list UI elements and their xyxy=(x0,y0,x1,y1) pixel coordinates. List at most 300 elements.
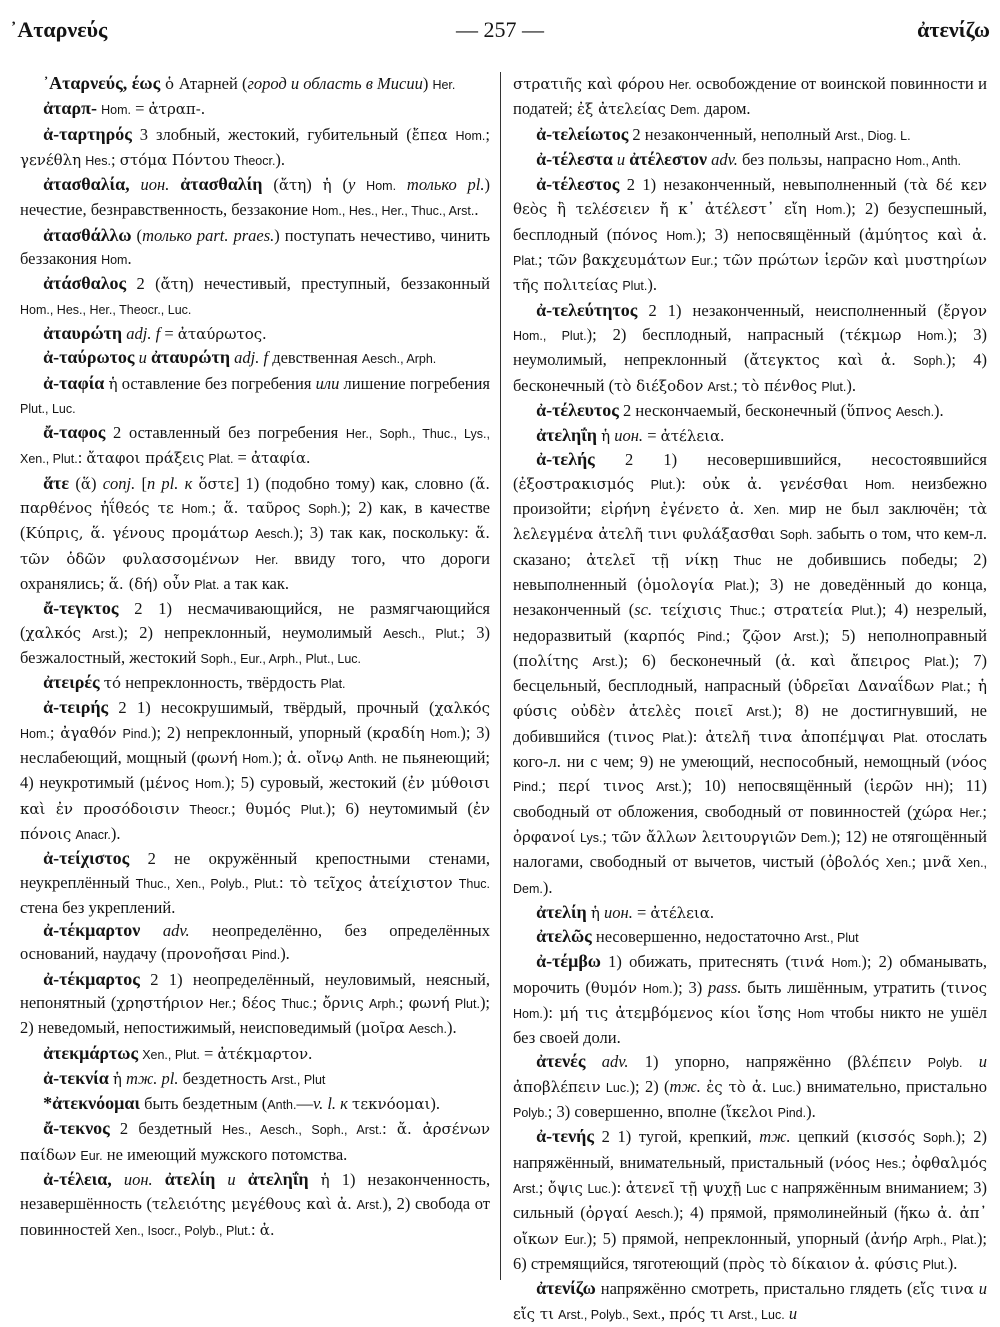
gloss-text: ); 5) суровый, жестокий ( xyxy=(224,773,408,793)
author-abbreviation: Plat. xyxy=(513,254,539,269)
greek-text: ἀγαθόν xyxy=(60,723,117,742)
gloss-text: ( xyxy=(331,175,348,195)
author-abbreviation: Anacr. xyxy=(75,827,111,842)
greek-text: τὸ τεῖχος ἀτείχιστον xyxy=(289,873,453,892)
dictionary-entry xyxy=(513,448,987,900)
gloss-text: 2 1) несовершившийся, несостоявшийся ( xyxy=(513,450,987,493)
author-abbreviation: Hom. xyxy=(20,726,50,741)
gloss-text: с напряжённым вниманием; 3) сильный ( xyxy=(513,1178,988,1223)
gloss-text xyxy=(140,921,163,940)
greek-text: χαλκός xyxy=(25,623,82,642)
author-abbreviation: Hom. xyxy=(917,328,948,343)
gloss-text: ); 2) безуспешный, бесплодный ( xyxy=(513,199,987,244)
gloss-text: освобождение от воинской повинности и податей; xyxy=(513,74,987,119)
gloss-text: = xyxy=(199,1043,218,1063)
gloss-text: = xyxy=(160,323,178,343)
gloss-text: 2 1) тугой, крепкий, xyxy=(593,1127,760,1147)
gloss-text: ; xyxy=(398,992,409,1012)
gloss-text: ); 12) не отягощённый налогами, свободный от вычетов, чистый ( xyxy=(513,826,987,872)
headword: ἀ-ταρτηρός xyxy=(43,123,132,144)
gloss-text: ); 3) неумолимый, непреклонный ( xyxy=(513,324,987,370)
greek-text: κισσός xyxy=(862,1128,916,1147)
gloss-text xyxy=(291,799,301,818)
author-abbreviation: Hom. xyxy=(831,956,862,971)
gloss-text: чтобы никто не ушёл без своей доли. xyxy=(513,1002,987,1048)
gloss-text: ) xyxy=(306,175,323,195)
gloss-text: ; xyxy=(110,149,120,169)
greek-text: τινος xyxy=(946,978,988,997)
gloss-text: 2 оставленный без погребения xyxy=(105,423,346,443)
italic-note: adv. xyxy=(711,149,738,169)
greek-text: ἱερῶν xyxy=(869,777,914,796)
author-abbreviation: Arst. xyxy=(513,1182,539,1197)
greek-text: ἐξοστρακισμός xyxy=(518,474,635,493)
gloss-text xyxy=(634,474,651,493)
greek-text: ὀργαί xyxy=(585,1204,629,1223)
author-abbreviation: Plat. xyxy=(941,680,967,695)
greek-text: ἅ xyxy=(80,474,91,493)
gloss-text: ; 3) безжалостный, жестокий xyxy=(20,622,490,667)
author-abbreviation: Xen., Plut. xyxy=(142,1047,200,1062)
author-abbreviation: Dem. xyxy=(670,103,700,118)
author-abbreviation: Plat. xyxy=(194,577,220,592)
dictionary-entry xyxy=(20,1067,490,1092)
greek-text: ἀμύητος καὶ ἀ. xyxy=(864,225,987,244)
gloss-text xyxy=(81,623,92,642)
author-abbreviation: Thuc. xyxy=(729,604,761,619)
gloss-text xyxy=(153,1170,165,1189)
gloss-text: ввиду того, что дороги охранялись; xyxy=(20,548,490,593)
author-abbreviation: Arst., Plut xyxy=(271,1072,326,1087)
greek-text: στόμα Πόντου xyxy=(119,150,230,169)
gloss-text: ). xyxy=(446,1018,457,1038)
greek-text: ἀ. καὶ ἄπειρος xyxy=(780,651,911,670)
italic-note: ион. xyxy=(123,1170,153,1190)
headword: ἀτασθαλία, xyxy=(43,174,130,195)
author-abbreviation: Aesch. xyxy=(895,404,935,419)
dictionary-entry xyxy=(513,123,987,148)
greek-text: ἐξ ἀτελείας xyxy=(576,100,666,119)
author-abbreviation: Arst. xyxy=(92,626,118,641)
dictionary-entry xyxy=(513,299,987,399)
greek-text: τῶν ἄλλων λειτουργιῶν xyxy=(611,827,797,846)
gloss-text xyxy=(885,727,893,746)
header-guide-word-left: ᾽Αταρνεύς xyxy=(10,17,108,42)
greek-text: ἀ. οἴνῳ xyxy=(286,749,344,768)
gloss-text xyxy=(722,600,730,619)
dictionary-entry xyxy=(20,696,490,847)
gloss-text: . xyxy=(720,426,725,446)
gloss-text xyxy=(896,350,913,369)
gloss-text xyxy=(910,651,924,670)
gloss-text: быть лишённым, утратить ( xyxy=(741,977,947,997)
author-abbreviation: Lys. xyxy=(579,830,603,845)
gloss-text: 1) упорно, напряжённо ( xyxy=(628,1051,853,1071)
italic-note: тж. pl. xyxy=(126,1068,179,1088)
dictionary-entry xyxy=(20,1117,490,1168)
gloss-text: ); 2) напряжённый, внимательный, пристальный ( xyxy=(513,1127,987,1172)
greek-text: εἰρήνη ἐγένετο ἀ. xyxy=(600,500,745,519)
author-abbreviation: Plat. xyxy=(893,730,919,745)
author-abbreviation: Aesch. xyxy=(635,1207,674,1222)
gloss-text xyxy=(714,575,724,594)
dictionary-entry xyxy=(513,925,987,950)
gloss-text: 2 1) несмачивающийся, не размягчающийся ( xyxy=(20,599,490,642)
gloss-text: ; 3) совершенно, вполне ( xyxy=(547,1102,727,1122)
author-abbreviation: Her. xyxy=(432,78,456,92)
gloss-text xyxy=(807,199,816,218)
gloss-text: , xyxy=(660,1303,670,1323)
author-abbreviation: Hom. xyxy=(666,228,697,243)
gloss-text: не добившись победы; 2) невыполненный ( xyxy=(513,549,988,594)
author-abbreviation: Pind. xyxy=(777,1106,807,1121)
greek-text: μή τις ἀτεμβόμενος κίοι ἴσης xyxy=(559,1003,792,1022)
gloss-text: = xyxy=(643,426,661,446)
gloss-text: 2 бездетный xyxy=(109,1119,223,1139)
author-abbreviation: Arst., Diog. L. xyxy=(834,128,911,143)
dictionary-entry xyxy=(20,97,490,122)
greek-text: μνᾶ xyxy=(922,853,952,872)
dictionary-entry xyxy=(20,123,490,174)
greek-text: ἄτεγκτος καὶ ἀ. xyxy=(749,351,896,370)
author-abbreviation: Hes. xyxy=(85,153,111,168)
headword: ἀτενές xyxy=(536,1050,586,1071)
author-abbreviation: Hom., Hes., Her., Theocr., Luc. xyxy=(20,302,192,317)
gloss-text: быть бездетным ( xyxy=(140,1094,268,1114)
gloss-text: : xyxy=(251,1219,260,1239)
author-abbreviation: Plat. xyxy=(724,578,750,593)
author-abbreviation: Arst. xyxy=(746,705,773,720)
right-column xyxy=(513,72,988,1323)
headword: ἀ-τέλευτος xyxy=(536,399,619,420)
greek-text: ἄτη xyxy=(160,275,189,294)
dictionary-entry xyxy=(513,424,987,448)
greek-text: νόος xyxy=(834,1153,871,1172)
gloss-text: ( xyxy=(131,225,143,245)
gloss-text: ; xyxy=(211,498,224,518)
gloss-text: . xyxy=(127,249,132,269)
author-abbreviation: Aesch. xyxy=(408,1022,447,1037)
headword: ἀ-τέμβω xyxy=(536,951,601,972)
greek-text: καρπός xyxy=(629,626,685,645)
italic-note: v. l. к xyxy=(312,1094,348,1114)
gloss-text: — xyxy=(296,1094,313,1114)
author-abbreviation: Arst., Polyb., Sext. xyxy=(558,1307,661,1322)
gloss-text: ; xyxy=(312,992,323,1012)
gloss-text: : xyxy=(77,448,87,468)
greek-text: χαλκός xyxy=(434,699,490,718)
greek-text: τινά xyxy=(790,953,825,972)
greek-text: ἡ xyxy=(112,1069,122,1088)
gloss-text: ); 2) непреклонный, неумолимый xyxy=(117,622,384,642)
gloss-text: отослать кого-л. ни с чем; 9) не умеющий, неспособный, немощный ( xyxy=(513,726,988,772)
italic-note: и xyxy=(788,1303,798,1323)
author-abbreviation: Hom., Plut. xyxy=(513,328,587,343)
author-abbreviation: Thuc., Xen., Polyb., Plut. xyxy=(135,876,280,891)
gloss-text: ; xyxy=(901,1152,912,1172)
dictionary-entry xyxy=(20,1168,490,1243)
italic-note: город и область в Мисии xyxy=(247,74,423,93)
gloss-text: = xyxy=(233,448,251,468)
author-abbreviation: Xen. xyxy=(885,856,912,871)
greek-text: ἴκελοι xyxy=(726,1103,774,1122)
author-abbreviation: Plut. xyxy=(650,477,676,492)
gloss-text xyxy=(781,626,793,645)
headword: ἀτεληΐη xyxy=(247,1169,309,1190)
gloss-text: ) внимательно, пристально xyxy=(795,1076,988,1096)
italic-note: и xyxy=(978,1051,988,1071)
greek-text: ἡ φύσις οὐδὲν ἀτελὲς ποιεῖ xyxy=(513,677,987,721)
gloss-text: ; xyxy=(602,826,612,846)
italic-note: pass. xyxy=(708,977,742,997)
author-abbreviation: Her. xyxy=(959,805,983,820)
greek-text: ἅ. τῶν ὁδῶν φυλασσομένων xyxy=(20,524,491,568)
dictionary-entry xyxy=(513,148,987,173)
author-abbreviation: Hom. xyxy=(194,777,225,792)
author-abbreviation: Arst. xyxy=(656,780,682,795)
headword: ἀτάσθαλος xyxy=(43,273,127,294)
gloss-text: ) нечестие, безнравственность, беззаконие xyxy=(20,175,491,220)
gloss-text xyxy=(169,175,180,194)
gloss-text xyxy=(915,1127,923,1146)
gloss-text: 3 злобный, жестокий, губительный ( xyxy=(131,124,412,144)
gloss-text: ); 10) непосвящённый ( xyxy=(681,776,870,796)
italic-note: у xyxy=(347,175,356,195)
headword: ἀ-τειρής xyxy=(43,697,109,718)
gloss-text: ); 2) неведомый, непостижимый, неисповедимый ( xyxy=(20,992,491,1038)
greek-text: τινος xyxy=(613,727,655,746)
greek-text: ὅστε xyxy=(198,474,234,493)
greek-text: τεκνόομαι xyxy=(352,1095,431,1114)
gloss-text: ; xyxy=(538,250,548,270)
gloss-text: 2 1) незаконченный, неисполненный ( xyxy=(637,300,944,320)
author-abbreviation: Plat. xyxy=(208,452,234,467)
greek-text: ὄψις xyxy=(547,1179,583,1198)
author-abbreviation: Arph. xyxy=(369,996,399,1011)
gloss-text xyxy=(578,651,592,670)
gloss-text: ) xyxy=(422,74,433,93)
gloss-text: 2 незаконченный, неполный xyxy=(628,124,835,144)
headword: ἀτεληΐη xyxy=(536,425,597,446)
gloss-text: . xyxy=(306,448,311,468)
author-abbreviation: Polyb. xyxy=(927,1055,963,1070)
dictionary-entry xyxy=(20,224,490,273)
author-abbreviation: Soph., Eur., Arph., Plut., Luc. xyxy=(200,651,362,666)
gloss-text xyxy=(902,325,918,344)
author-abbreviation: Hom. xyxy=(865,477,895,492)
gloss-text: ; xyxy=(982,801,988,821)
greek-text: εἴς τι xyxy=(513,1304,555,1323)
gloss-text: ; xyxy=(733,375,742,395)
gloss-text: без пользы, напрасно xyxy=(737,149,896,169)
italic-note: и xyxy=(978,1279,988,1299)
author-abbreviation: Aesch., Plut. xyxy=(383,626,461,641)
greek-text: δέος xyxy=(241,993,277,1012)
greek-text: ἀτενεῖ τῇ ψυχῇ xyxy=(625,1179,742,1198)
dictionary-entry xyxy=(20,847,490,919)
author-abbreviation: Xen., Isocr., Polyb., Plut. xyxy=(114,1223,252,1238)
gloss-text: ); 6) неутомимый ( xyxy=(325,798,473,818)
gloss-text: ); 2) обманывать, морочить ( xyxy=(513,952,987,997)
gloss-text: ); xyxy=(272,748,287,768)
author-abbreviation: Hom xyxy=(101,253,128,268)
headword: ἀ-τεκνία xyxy=(43,1067,109,1088)
gloss-text xyxy=(112,1170,124,1189)
greek-text: ἡ xyxy=(590,903,600,922)
gloss-text: бездетность xyxy=(178,1068,272,1088)
author-abbreviation: Arst. xyxy=(707,379,734,394)
gloss-text xyxy=(911,1052,927,1071)
author-abbreviation: Hom. xyxy=(642,981,673,996)
gloss-text: ): xyxy=(542,1002,560,1022)
dictionary-entry xyxy=(513,72,987,123)
greek-text: πολίτης xyxy=(518,651,579,670)
gloss-text: ); 5) неполноправный ( xyxy=(513,625,988,670)
gloss-text xyxy=(962,1052,978,1071)
author-abbreviation: Soph. xyxy=(922,1131,956,1146)
greek-text: ἐς τὸ ἀ. xyxy=(706,1077,767,1096)
greek-text: τό xyxy=(103,674,122,693)
greek-text: τελειότης μεγέθους καὶ ἀ. xyxy=(152,1195,352,1214)
dictionary-entry xyxy=(513,1050,987,1126)
headword: ἄ-τεγκτος xyxy=(43,598,119,619)
greek-text: ἀταύρωτος xyxy=(177,324,263,343)
gloss-text xyxy=(652,600,660,619)
greek-text: ἡ xyxy=(322,176,332,195)
greek-text: ἥκω ἀ. ἀπ᾽ οἴκων xyxy=(513,1204,988,1248)
gloss-text: ). xyxy=(934,400,944,420)
italic-note: ион. xyxy=(140,175,170,195)
author-abbreviation: Hom. xyxy=(815,203,846,218)
gloss-text: ); 4) прямой, прямолинейный ( xyxy=(673,1203,900,1223)
greek-text: ἅ. ταῦρος xyxy=(223,499,301,518)
gloss-text xyxy=(658,225,667,244)
italic-note: conj. xyxy=(102,473,136,493)
author-abbreviation: Hom. xyxy=(242,752,273,767)
gloss-text xyxy=(309,1170,321,1189)
gloss-text: ). xyxy=(542,877,553,897)
gloss-text: ); 11) свободный от обложения, свободный от повинностей ( xyxy=(513,776,988,821)
page-number: — 257 — xyxy=(456,17,544,42)
author-abbreviation: Hom., Hes., Her., Thuc., Arst. xyxy=(312,204,475,219)
gloss-text: ); 3) так как, поскольку: xyxy=(293,523,476,543)
gloss-text: 2 ( xyxy=(126,274,161,294)
italic-note: ион. xyxy=(614,426,644,446)
gloss-text xyxy=(180,799,190,818)
author-abbreviation: Hom., Anth. xyxy=(895,153,961,168)
italic-note: ион. xyxy=(604,902,633,922)
gloss-text: 1) незаконченность, незавершённость ( xyxy=(20,1170,491,1214)
gloss-text: ); 2) ( xyxy=(629,1076,670,1096)
author-abbreviation: Thuc. xyxy=(281,996,313,1011)
gloss-text: ). xyxy=(806,1102,816,1122)
italic-note: или xyxy=(315,373,340,393)
gloss-text: неопределённо, без определённых оснований, наудачу ( xyxy=(20,921,490,964)
gloss-text xyxy=(733,701,746,720)
gloss-text: ). xyxy=(846,375,856,395)
author-abbreviation: Theocr. xyxy=(233,153,276,168)
gloss-text: = xyxy=(130,99,149,119)
headword: ἀ-τέκμαρτον xyxy=(43,920,141,941)
greek-text: τὸ διέξοδον xyxy=(614,376,704,395)
greek-text: τὸ πένθος xyxy=(741,376,818,395)
headword: ἀ-τελεύτητος xyxy=(536,299,638,320)
author-abbreviation: HH xyxy=(925,780,944,795)
greek-text: ἐν πόνοις xyxy=(20,799,491,843)
greek-text: στρατεία xyxy=(773,601,844,620)
italic-note: adv. xyxy=(162,921,190,941)
greek-text: μοῖρα xyxy=(361,1019,405,1038)
author-abbreviation: Hom. xyxy=(513,1006,543,1021)
gloss-text: а так как. xyxy=(219,573,289,593)
gloss-text: 2 нескончаемый, бесконечный ( xyxy=(618,400,847,420)
gloss-text: ; xyxy=(911,852,923,872)
gloss-text: ); 4) бесконечный ( xyxy=(513,350,988,395)
headword: ἀτεκμάρτως xyxy=(43,1042,139,1063)
greek-text: προνοῆσαι xyxy=(166,945,248,964)
greek-text: τὰ δέ κεν θεὸς ἢ τελέσειεν ἤ κ᾽ ἀτέλεστ᾽ εἴη xyxy=(513,176,988,219)
author-abbreviation: Plut., Luc. xyxy=(20,401,76,416)
greek-text: ὀρφανοί xyxy=(513,827,576,846)
greek-text: πρός τι xyxy=(669,1304,725,1323)
greek-text: ἀτέλεια xyxy=(660,427,721,446)
gloss-text: ). xyxy=(647,275,657,295)
gloss-text xyxy=(300,498,308,517)
author-abbreviation: Arst., Plut xyxy=(804,931,859,946)
italic-note: и xyxy=(616,149,626,169)
headword: ἀ-τελείωτος xyxy=(536,123,629,144)
author-abbreviation: Polyb. xyxy=(513,1106,548,1121)
gloss-text: неизбежно произойти; xyxy=(513,473,988,519)
gloss-text xyxy=(355,175,366,194)
greek-text: θυμόν xyxy=(590,978,637,997)
gloss-text: несовершенно, недостаточно xyxy=(591,927,805,947)
gloss-text: лишение погребения xyxy=(339,373,491,393)
gloss-text: . xyxy=(308,1043,313,1063)
author-abbreviation: Plut. xyxy=(454,996,480,1011)
gloss-text: ; xyxy=(49,722,61,742)
gloss-text: ) поступать нечестиво, чинить беззакония xyxy=(20,225,490,269)
greek-text: ἀτελῆ τινα ἀποπέμψαι xyxy=(705,727,886,746)
author-abbreviation: Plut. xyxy=(851,604,877,619)
author-abbreviation: Pind. xyxy=(697,629,726,644)
greek-text: ἄταφοι πράξεις xyxy=(86,449,205,468)
author-abbreviation: Xen., Dem. xyxy=(513,856,988,896)
left-column xyxy=(20,72,490,1280)
dictionary-entry xyxy=(20,272,490,322)
dictionary-entry xyxy=(20,919,490,968)
author-abbreviation: Hes., Aesch., Soph., Arst. xyxy=(222,1123,383,1138)
gloss-text: ). xyxy=(280,944,290,964)
dictionary-entry xyxy=(20,372,490,422)
gloss-text: ] 1) (подобно тому) как, словно ( xyxy=(233,473,476,493)
gloss-text: оставление без погребения xyxy=(117,373,316,393)
italic-note: и xyxy=(227,1170,236,1190)
gloss-text: . xyxy=(709,902,715,922)
headword: ἀ-τενής xyxy=(536,1126,594,1147)
author-abbreviation: Her. xyxy=(255,552,279,567)
headword: ἀ-ταφία xyxy=(43,372,105,393)
dictionary-entry xyxy=(513,1125,987,1277)
header-guide-word-right: ἀτενίζω xyxy=(917,17,990,42)
gloss-text: ; xyxy=(231,992,242,1012)
author-abbreviation: Hom. xyxy=(366,179,397,194)
greek-text: ἀταφία xyxy=(250,449,307,468)
gloss-text xyxy=(236,1170,248,1189)
greek-text: ἄ. ἀρσένων παίδων xyxy=(20,1120,490,1164)
greek-text: εἴς τινα xyxy=(912,1280,974,1299)
headword: ἀτελίη xyxy=(536,901,587,922)
